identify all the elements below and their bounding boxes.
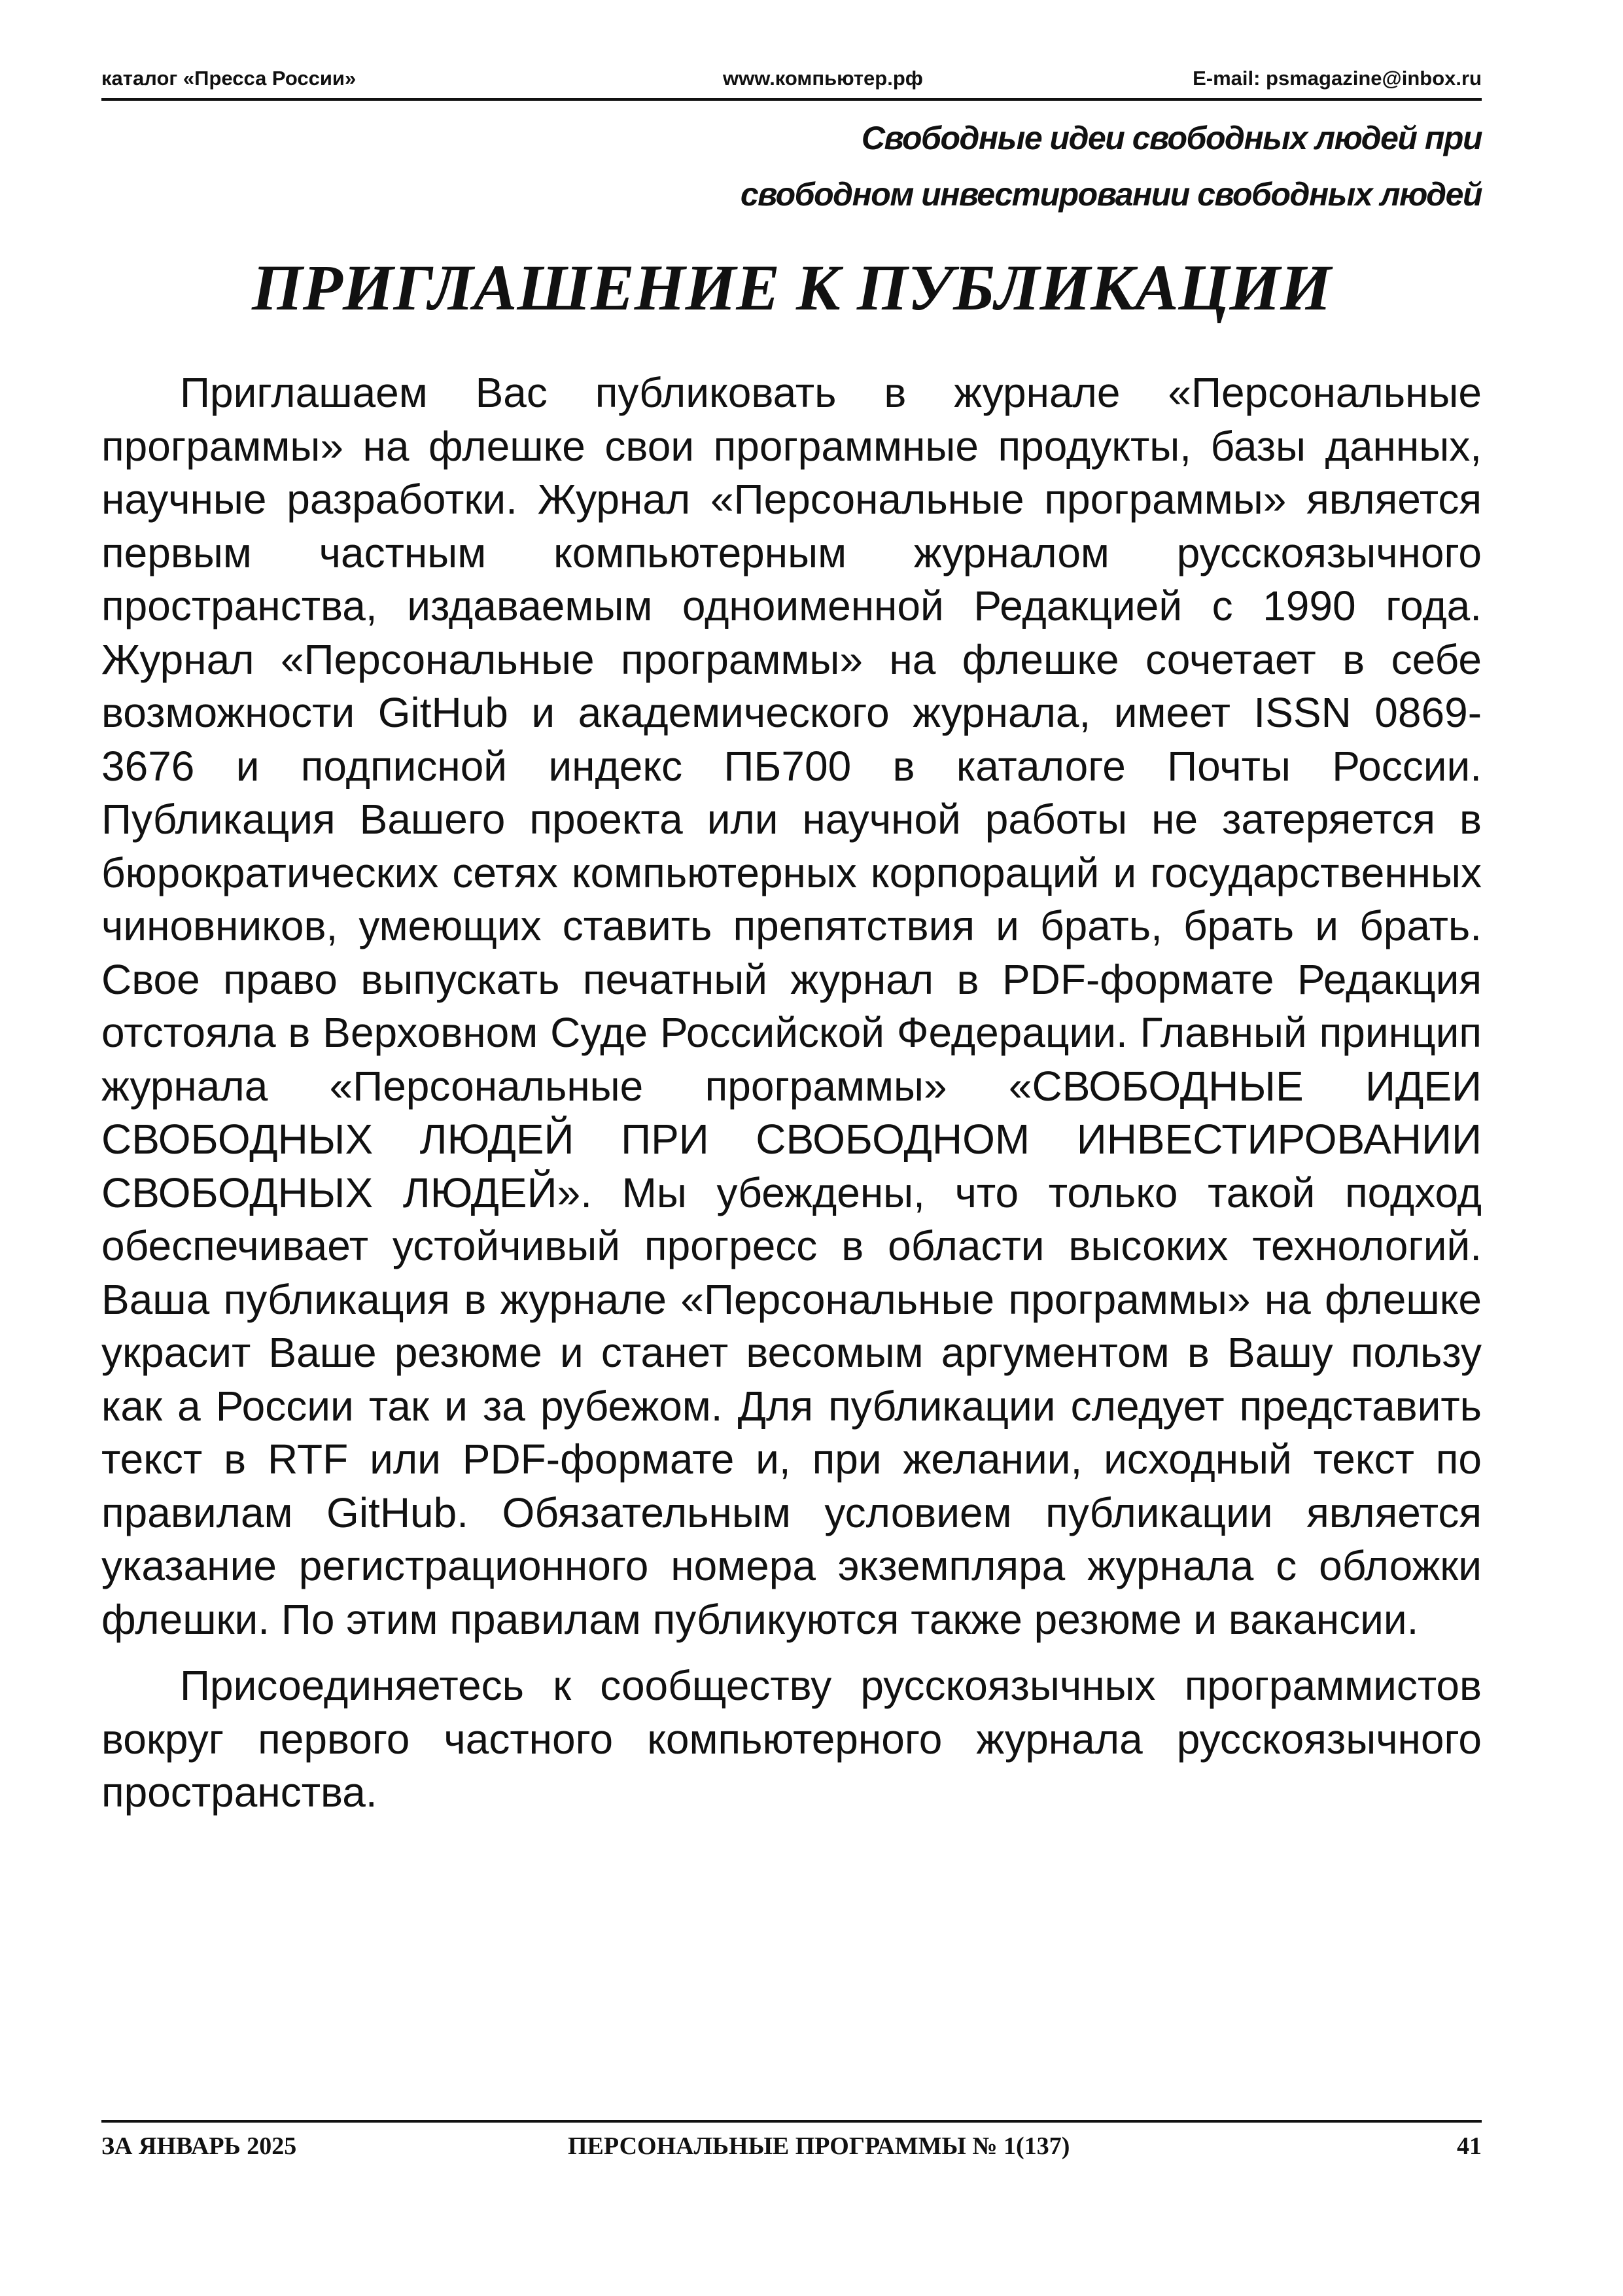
motto-line-2: свободном инвестировании свободных людей [740,176,1482,213]
page-number: 41 [1457,2132,1482,2160]
motto [631,110,1482,222]
footer-issue-date: ЗА ЯНВАРЬ 2025 [101,2132,297,2160]
header-catalog: каталог «Пресса России» [101,67,357,90]
paragraph-join: Присоединяетесь к сообществу русскоязычных программистов вокруг первого частного компьютерного журнала русскоязычного пространства. [101,1662,1482,1816]
page-footer [101,2132,1482,2171]
header-divider [101,98,1482,101]
footer-divider [101,2120,1482,2123]
footer-magazine-name: ПЕРСОНАЛЬНЫЕ ПРОГРАММЫ № 1(137) [568,2132,1070,2160]
header-email: E-mail: psmagazine@inbox.ru [1193,67,1482,90]
article-body [101,366,1482,1820]
page-header [101,60,1482,99]
motto-line-1: Свободные идеи свободных людей при [861,120,1482,156]
page-title: ПРИГЛАШЕНИЕ К ПУБЛИКАЦИИ [252,251,1331,324]
paragraph-invitation: Приглашаем Вас публиковать в журнале «Персональные программы» на флешке свои программные продукты, базы данных, научные разработки. Журнал «Персональные программы» является первым частным компьютерным журналом русскоязычного пространства, издаваемым одноименной Редакцией с 1990 года. Журнал «Персональные программы» на флешке сочетает в себе возможности GitHub и академического журнала, имеет ISSN 0869-3676 и подписной индекс ПБ700 в каталоге Почты России. Публикация Вашего проекта или научной работы не затеряется в бюрократических сетях компьютерных корпораций и государственных чиновников, умеющих ставить препятствия и брать, брать и брать. Свое право выпускать печатный журнал в PDF-формате Редакция отстояла в Верховном Суде Российской Федерации. Главный принцип журнала «Персональные программы» «СВОБОДНЫЕ ИДЕИ СВОБОДНЫХ ЛЮДЕЙ ПРИ СВОБОДНОМ ИНВЕСТИРОВАНИИ СВОБОДНЫХ ЛЮДЕЙ». Мы убеждены, что только такой подход обеспечивает устойчивый прогресс в области высоких технологий. Ваша публикация в журнале «Персональные программы» на флешке украсит Ваше резюме и станет весомым аргументом в Вашу пользу как а России так и за рубежом. Для публикации следует представить текст в RTF или PDF-формате и, при желании, исходный текст по правилам GitHub. Обязательным условием публикации является указание регистрационного номера экземпляра журнала с обложки флешки. По этим правилам публикуются также резюме и вакансии. [101,369,1482,1643]
header-website: www.компьютер.рф [723,67,923,90]
